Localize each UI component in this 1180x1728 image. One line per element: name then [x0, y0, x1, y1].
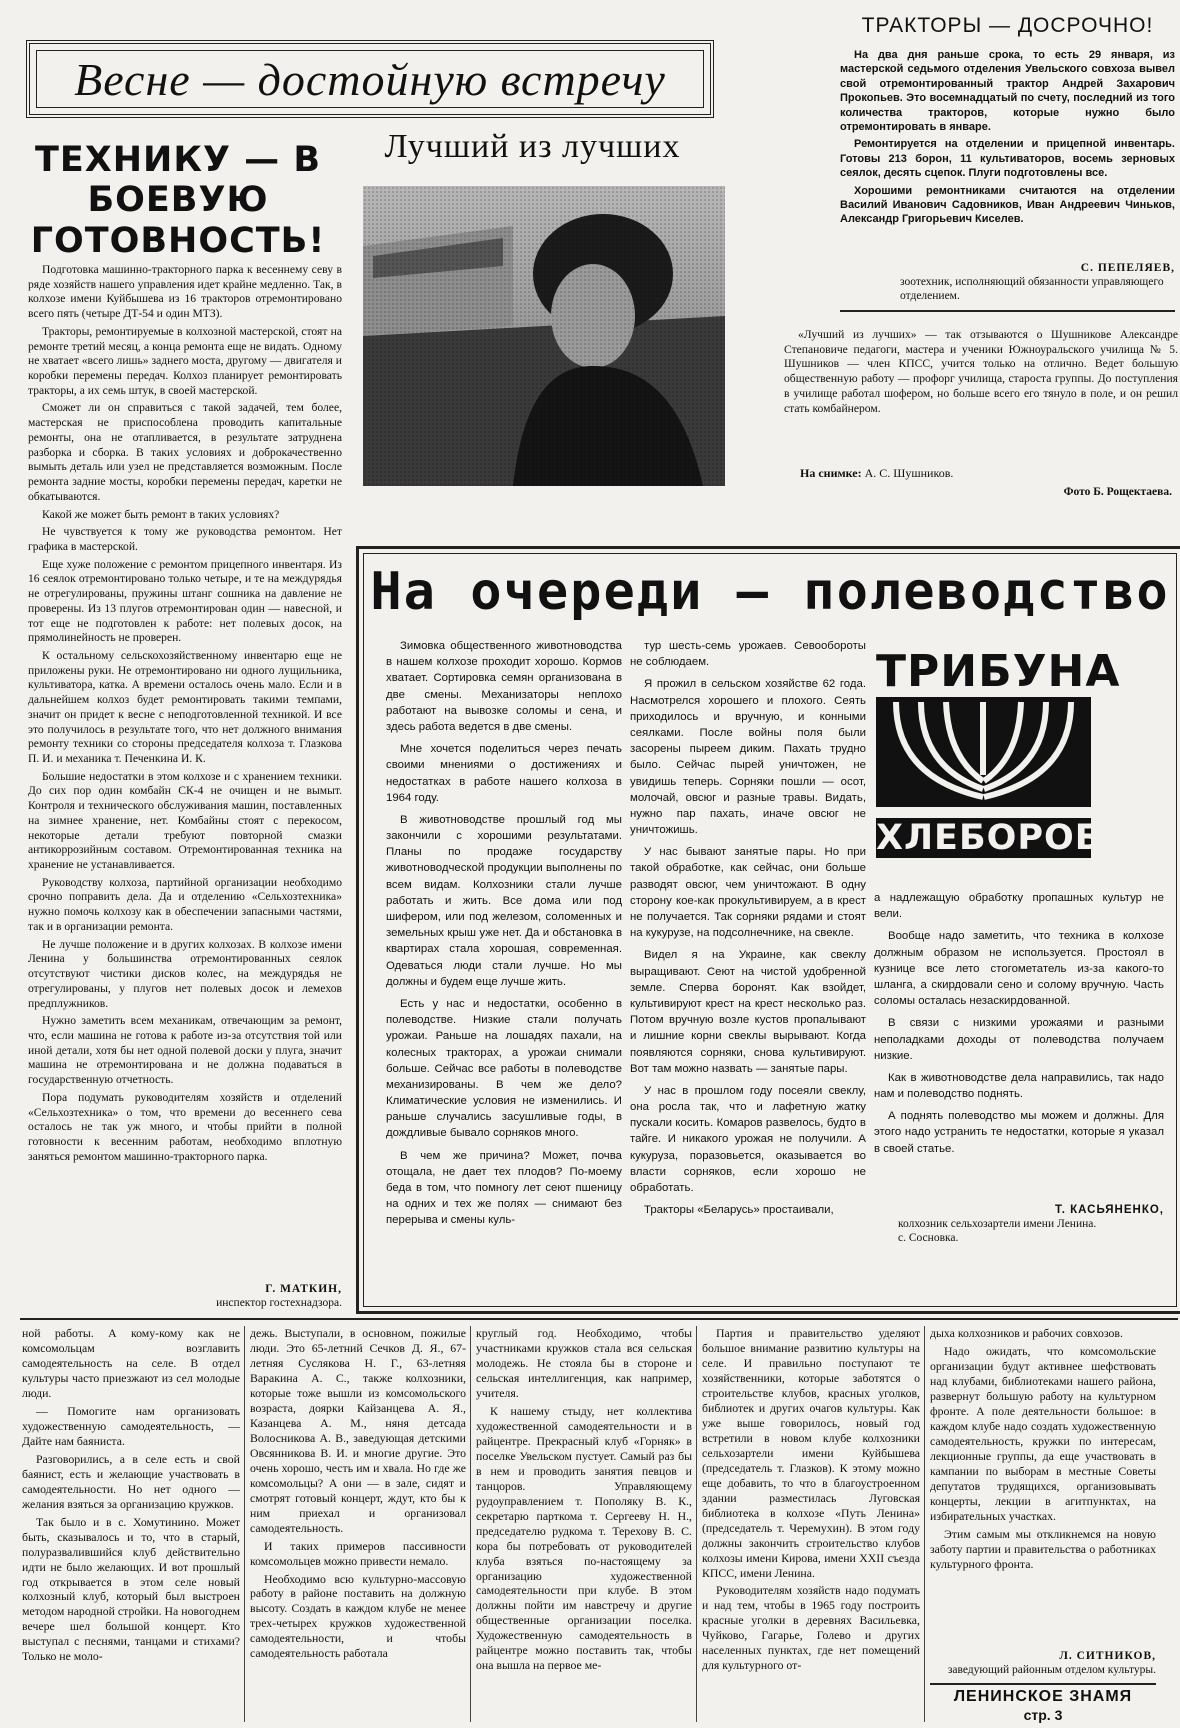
paragraph: У нас бывают занятые пары. Но при такой обработке, как сейчас, они больше разводят овсюг, чем уничтожают. В одну сторону кое-как прокультивируем, а в крест не получается. Так сорняки рядами и стоят на кукурузе, на подсолнечнике, на свекле.	[630, 846, 866, 940]
author-name: Л. СИТНИКОВ,	[1059, 1650, 1156, 1662]
field-signature	[874, 1204, 1164, 1245]
paragraph: К остальному сельскохозяйственному инвентарю еще не приложены руки. Не отремонтировано ни одного лущильника, культиватора, катка. А времени осталось очень мало. Если и в дальнейшем колхоз будет ремонтировать такими темпами, значит он придет к весне с неподготовленной техникой. И все это получилось в результате того, что нет должного внимания ремонту техники со стороны председателя колхоза т. Глазкова П. И. и механика т. Печенкина И. К.	[28, 648, 342, 765]
paragraph: В связи с низкими урожаями и разными неполадками доходы от полеводства получаем низкие.	[874, 1017, 1164, 1062]
banner-title: Весне — достойную встречу	[36, 50, 704, 108]
paragraph: У нас в прошлом году посеяли свеклу, она росла так, что и лафетную жатку пускали косить. Комаров развелось, будто в тайге. И никакого урожая не получили. А кукуруза, поразовьется, оказывается во власти сорняков, если хорошо не обработать.	[630, 1084, 866, 1194]
bottom-signature	[930, 1650, 1156, 1678]
paragraph: Вообще надо заметить, что техника в колхозе должным образом не используется. Простоял в кузнице все лето стогометатель из-за какого-то шланга, а скирдовали сено и солому вручную. Часть соломы осталась незаскирдованной.	[874, 930, 1164, 1008]
paragraph: Партия и правительство уделяют большое внимание развитию культуры на селе. И правильно поступают те хозяйственники, которые заботятся о строительстве клубов, красных уголков, библиотек и других очагов культуры. Как уже выше говорилось, новый год встретили в новом клубе колхозники сельхозартели имени Куйбышева (председатель т. Глазков). К этому можно еще добавить, то что в благоустроенном здании разместилась Луговская библиотека в колхозе «Путь Ленина» (председатель т. Черемухин). В этом году должны закончить строительство клубов колхозы имени Кирова, имени XXII съезда КПСС, имени Ленина.	[702, 1326, 920, 1580]
technique-headline	[28, 140, 328, 261]
paragraph: тур шесть-семь урожаев. Севообороты не соблюдаем.	[630, 640, 866, 669]
best-title: Лучший из лучших	[384, 128, 681, 165]
author-role: зоотехник, исполняющий обязанности управляющего отделением.	[900, 275, 1164, 302]
paragraph: На два дня раньше срока, то есть 29 января, из мастерской седьмого отделения Увельского совхоза вывел свой отремонтированный трактор Андрей Захарович Прокопьев. Это восемнадцатый по счету, последний из того количества тракторов, которые нужно было отремонтировать в январе.	[840, 49, 1175, 134]
paragraph: Хорошими ремонтниками считаются на отделении Василий Иванович Садовников, Иван Андреевич Чиньков, Александр Григорьевич Киселев.	[840, 184, 1175, 226]
column-divider	[470, 1326, 471, 1722]
paragraph: Еще хуже положение с ремонтом прицепного инвентаря. Из 16 сеялок отремонтировано только четыре, и те на междурядья не отрегулированы, пружины штанг сошника на давление не проверены. Из 13 плугов отремонтирован один — навесной, и тот еще не подготовлен к работе: нет полевых досок, на прямолинейность не проверен.	[28, 557, 342, 645]
divider	[930, 1683, 1156, 1685]
paragraph: А поднять полеводство мы можем и должны. Для этого надо устранить те недостатки, которые я указал в своей статье.	[874, 1110, 1164, 1155]
paragraph: Не лучше положение и в других колхозах. В колхозе имени Ленина у большинства отремонтированных сеялок отсутствуют чистики дисков колес, на междурядья не отрегулированы, у плугов нет полевых досок и лемехов предплужников.	[28, 937, 342, 1010]
caption-label: На снимке:	[800, 466, 862, 480]
headline-text: ТЕХНИКУ — В БОЕВУЮ ГОТОВНОСТЬ!	[30, 140, 326, 261]
column-divider	[244, 1326, 245, 1722]
paragraph: Руководителям хозяйств надо подумать и над тем, чтобы в 1965 году построить красные уголки в деревнях Васильевка, Чуйково, Гагарье, Голево и других населенных пунктах, где нет помещений для культурного от-	[702, 1583, 920, 1673]
best-body	[784, 328, 1178, 458]
field-col-3	[874, 890, 1164, 1190]
bottom-col-4	[702, 1326, 920, 1726]
paragraph: Разговорились, а в селе есть и свой баянист, есть и желающие участвовать в самодеятельности. Но нет одного — желания взяться за организацию кружков.	[22, 1451, 240, 1511]
field-col-1	[386, 638, 622, 1308]
paragraph: Зимовка общественного животноводства в нашем колхозе проходит хорошо. Кормов хватает. Сортировка семян организована в две смены. Механизаторы неплохо работают на вывозке соломы и сена, и здесь работа ведется в две смены.	[386, 640, 622, 733]
paragraph: В чем же причина? Может, почва отощала, не дает тех плодов? По-моему беда в том, что помногу лет сеют пшеницу на одних и тех же полях — снимают без перерыва и смены куль-	[386, 1149, 622, 1227]
column-divider	[696, 1326, 697, 1722]
paragraph: В животноводстве прошлый год мы закончили с хорошими результатами. Планы по продаже государству животноводческой продукции выполнены по всем видам. Колхозники стали лучше работать и жить. Все дома или под шифером, или под железом, соломенных и земельных крыш уже нет. Да и обстановка в квартирах стала хорошая, современная. Одеваться люди стали лучше. Но мы должны и будем еще лучше жить.	[386, 813, 622, 988]
paragraph: Руководству колхоза, партийной организации необходимо срочно поправить дела. Да и отделению «Сельхозтехника» нужно помочь колхозу как в обеспечении запасными частями, так и в организации ремонта.	[28, 875, 342, 933]
divider	[20, 1318, 1178, 1320]
photo-credit: Фото Б. Рощектаева.	[1063, 486, 1172, 498]
bottom-col-2	[250, 1326, 466, 1726]
paragraph: Есть у нас и недостатки, особенно в полеводстве. Низкие стали получать урожаи. Раньше на лошадях пахали, на колесных тракторах, а урожаи снимали больше. Сейчас все работы в полеводстве механизированы. В чем же дело? Климатические условия не изменились. И раньше случались засушливые годы, в дождливые бывало сорняков много.	[386, 997, 622, 1140]
column-divider	[924, 1326, 925, 1722]
paragraph: Ремонтируется на отделении и прицепной инвентарь. Готовы 213 борон, 11 культиваторов, восемь зерновых сеялок, десять сцепок. Плуги подготовлены все.	[840, 138, 1175, 180]
author-name: С. ПЕПЕЛЯЕВ,	[1080, 262, 1175, 274]
caption-name: А. С. Шушников.	[864, 466, 954, 480]
paragraph: Видел я на Украине, как свеклу выращивают. Сеют на чистой удобренной земле. Сперва боронят. Как взойдет, культивируют крест на крест несколько раз. Потом вручную возле кустов пропалывают и лишние корни свеклы вырывают. Когда появляются сорняки, снова культивируют. Вот там можно назвать — занятые пары.	[630, 949, 866, 1075]
tractors-signature	[880, 262, 1175, 303]
author-name: Т. КАСЬЯНЕНКО,	[1055, 1204, 1164, 1216]
paragraph: дежь. Выступали, в основном, пожилые люди. Это 65-летний Сечков Д. Я., 67-летняя Суслякова Н. Г., 63-летняя Варакина А. С., также колхозники, которые тоже вышли из комсомольского возраста, доярки Кайзанцева А. Я., Казанцева А. М., няня детсада Волосникова А. В., заведующая детскими Овсянникова В. И. и многие другие. Это очень хорошо, честь им и хвала. Но где же комсомольцы? А они — в зале, сидят и смотрят готовый концерт, ждут, кто бы к ним приехал и организовал самодеятельность.	[250, 1326, 466, 1535]
field-article-inner	[363, 553, 1177, 1307]
section-banner	[26, 40, 714, 118]
author-role: инспектор гостехнадзора.	[216, 1296, 342, 1309]
paragraph: Нужно заметить всем механикам, отвечающим за ремонт, что, если машина не готова к работе из-за отсутствия той или иной детали, хотя бы нет одной полевой доски у плуга, значит машина не отремонтирована и не должна подаваться в государственную отчетность.	[28, 1014, 342, 1087]
paragraph: — Помогите нам организовать художественную самодеятельность, — Дайте нам баяниста.	[22, 1403, 240, 1448]
paragraph: Этим самым мы откликнемся на новую заботу партии и правительства о работниках культурного фронта.	[930, 1526, 1156, 1571]
tribune-subtitle: ХЛЕБОРОБА	[876, 818, 1131, 858]
wheat-emblem-icon	[876, 697, 1091, 807]
paragraph: а надлежащую обработку пропашных культур не вели.	[874, 892, 1164, 921]
paragraph: Большие недостатки в этом колхозе и с хранением техники. До сих пор один комбайн СК-4 не очищен и не вымыт. Контроля и технического обслуживания машин, поставленных на зимнее хранение, нет. Комбайны стоят с перекосом, некоторые детали требуют повторной смазки антикоррозийным составом. Отремонтированная техника на хранение не устанавливается.	[28, 769, 342, 872]
divider	[840, 310, 1175, 312]
paragraph: Так было и в с. Хомутинино. Может быть, сказывалось и то, что в старый, полуразвалившийся клуб действительно идти не было желающих. И вот прошлый год открывается в этом селе новый колхозный клуб, который был выстроен методом народной стройки. На новогоднем вечере шел большой концерт. Кто выступал с песнями, танцами и стихами? Только не моло-	[22, 1514, 240, 1664]
paragraph: Тракторы «Беларусь» простаивали,	[644, 1204, 834, 1217]
paragraph: К нашему стыду, нет коллектива художественной самодеятельности и в райцентре. Прекрасный клуб «Горняк» в поселке Увельском пустует. Самый раз бы в нем и проводить занятия певцов и танцоров. Управляющему рудоуправлением т. Пополяку В. К., секретарю парткома т. Сергееву Н. Н., председателю рудкома т. Терехову В. С. кора бы потребовать от руководителей клуба взяться по-настоящему за организацию художественной самодеятельности при клубе. В этом должны пойти им навстречу и другие общественные организации поселка. Художественную самодеятельность в райцентре можно поставить так, чтобы она вышла на первое ме-	[476, 1403, 692, 1673]
bottom-col-1	[22, 1326, 240, 1726]
paragraph: Надо ожидать, что комсомольские организации будут активнее шефствовать над клубами, библиотеками нашего района, развернут большую работу на культурном фронте. А поле деятельности большое: в каждом клубе надо создать художественную самодеятельность, кружки по интересам, лекционные группы, да еще участвовать в кампании по выборам в местные Советы депутатов трудящихся, организовывать концерты, лекции в агитпунктах, на избирательных участках.	[930, 1343, 1156, 1523]
paragraph: Тракторы, ремонтируемые в колхозной мастерской, стоят на ремонте третий месяц, а конца ремонта еще не видать. Одному не хватает «всего лишь» заднего моста, другому — двигателя и коробки перемены передач. Колхоз планирует ремонтировать тракторы, а их семь штук, в своей мастерской.	[28, 324, 342, 397]
paragraph: Какой же может быть ремонт в таких условиях?	[42, 507, 280, 521]
paragraph: Мне хочется поделиться через печать своими мнениями о достижениях и недостатках в работе нашего колхоза в 1964 году.	[386, 743, 622, 804]
paragraph: ной работы. А кому-кому как не комсомольцам возглавить самодеятельность на селе. В отдел культуры часто приезжают из сел молодые люди.	[22, 1326, 240, 1400]
author-role: заведующий районным отделом культуры.	[947, 1663, 1156, 1676]
portrait-photo	[363, 186, 725, 486]
paragraph: Подготовка машинно-тракторного парка к весеннему севу в ряде хозяйств нашего управления идет крайне медленно. Так, в колхозе имени Куйбышева из 16 тракторов отремонтировано всего пять (четыре ДТ-54 и один МТЗ).	[28, 263, 342, 321]
paragraph: Как в животноводстве дела направились, так надо нам и полеводство поднять.	[874, 1071, 1164, 1101]
paragraph: Сможет ли он справиться с такой задачей, тем более, мастерская не приспособлена проводить капитальные ремонты, она не отапливается, в результате затруднена разборка и сборка. В таких условиях и доброкачественно вымыть деталь или узел не представляется возможным. После ремонта задние мосты, коробки перемены передач, каретки не обкатываются.	[28, 401, 342, 503]
paragraph: дыха колхозников и рабочих совхозов.	[930, 1326, 1123, 1340]
paragraph: Не чувствуется к тому же руководства ремонтом. Нет графика в мастерской.	[28, 525, 342, 553]
portrait-illustration	[363, 186, 725, 486]
paragraph: «Лучший из лучших» — так отзываются о Шушникове Александре Степановиче педагоги, мастера и ученики Южноуральского училища № 5. Шушников — член КПСС, учится только на отлично. Ведет большую общественную работу — профорг училища, староста группы. До поступления в училище работал шофером, но больше всего его тянуло в поле, и он решил стать комбайнером.	[784, 328, 1178, 415]
field-col-2	[630, 638, 866, 1308]
tractors-body	[840, 48, 1175, 263]
paragraph: Необходимо всю культурно-массовую работу в районе поставить на должную высоту. Создать в каждом клубе не менее трех-четырех кружков художественной самодеятельности, и чтобы самодеятельность работала	[250, 1571, 466, 1661]
technique-body	[28, 263, 342, 1281]
author-role: колхозник сельхозартели имени Ленина.	[898, 1217, 1097, 1230]
photo-caption	[800, 466, 1170, 481]
field-headline: На очереди — полеводство	[370, 562, 1170, 622]
field-article-box	[356, 546, 1180, 1314]
paragraph: И таких примеров пассивности комсомольцев можно привести немало.	[250, 1538, 466, 1568]
tribune-logo	[876, 646, 1131, 876]
author-name: Г. МАТКИН,	[265, 1283, 342, 1295]
author-place: с. Сосновка.	[898, 1231, 959, 1244]
tractors-title: ТРАКТОРЫ — ДОСРОЧНО!	[861, 14, 1154, 37]
technique-signature	[28, 1283, 342, 1311]
paragraph: Я прожил в сельском хозяйстве 62 года. Насмотрелся хорошего и плохого. Сеять приходилось и вручную, и конными сеялками. После войны поля были засорены пыреем диким. Пахать трудно было. Сейчас пырей уничтожен, не увидишь теперь. Сорняки пошли — осот, молочай, овсюг и разные травы. Видать, нужно пар пахать, иначе овсюг не уничтожишь.	[630, 678, 866, 837]
paragraph: Пора подумать руководителям хозяйств и отделений «Сельхозтехника» о том, что времени до весеннего сева осталось не так уж много, и чтобы прийти в полной готовности к весенним работам, необходимо вплотную заняться ремонтом машинно-тракторного парка.	[28, 1090, 342, 1163]
footer-paper-name: ЛЕНИНСКОЕ ЗНАМЯ	[953, 1688, 1133, 1705]
footer-page-number: стр. 3	[1023, 1707, 1063, 1723]
tribune-title: ТРИБУНА	[876, 646, 1121, 697]
paragraph: круглый год. Необходимо, чтобы участниками кружков стала вся сельская молодежь. Не стояла бы в стороне и сельская интеллигенция, как например, учителя.	[476, 1326, 692, 1400]
bottom-col-5	[930, 1326, 1156, 1646]
bottom-col-3	[476, 1326, 692, 1726]
